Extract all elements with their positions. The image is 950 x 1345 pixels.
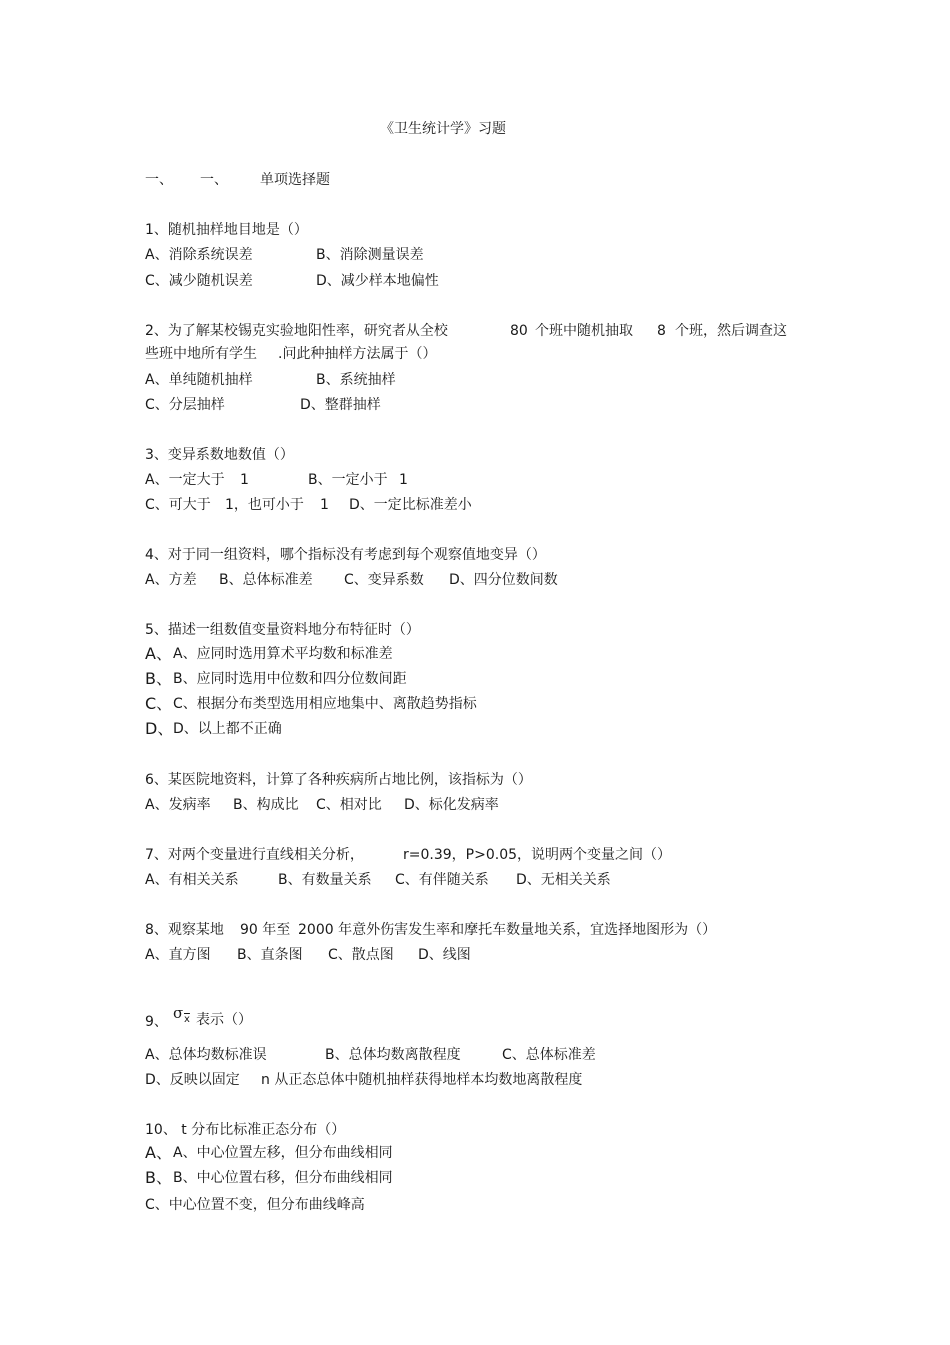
question-6-option-a: A、发病率 <box>145 797 211 813</box>
question-8-stem: 2000 年意外伤害发生率和摩托车数量地关系，宜选择地图形为（） <box>298 922 717 938</box>
question-8-stem: 8、观察某地 <box>145 922 224 938</box>
section-heading: 单项选择题 <box>260 172 330 188</box>
question-3-option-b: 1 <box>399 472 408 488</box>
question-2-option-d: D、整群抽样 <box>300 397 381 413</box>
question-7-option-b: B、有数量关系 <box>278 872 372 888</box>
question-2-stem: 8 <box>657 323 666 339</box>
question-9-option-b: B、总体均数离散程度 <box>325 1047 461 1063</box>
question-7-option-c: C、有伴随关系 <box>395 872 489 888</box>
question-10-option-b: B、中心位置右移，但分布曲线相同 <box>173 1170 393 1186</box>
question-10-stem: 10、 t 分布比标准正态分布（） <box>145 1122 346 1138</box>
section-number: 一、 <box>200 172 228 188</box>
list-marker: A、 <box>145 644 172 663</box>
list-marker: B、 <box>145 669 172 688</box>
sigma-symbol: σ <box>173 1004 184 1022</box>
question-9-option-a: A、总体均数标准误 <box>145 1047 267 1063</box>
question-8-stem: 90 年至 <box>240 922 291 938</box>
question-9-option-c: C、总体标准差 <box>502 1047 596 1063</box>
section-number: 一、 <box>145 172 173 188</box>
question-5-option-d: D、以上都不正确 <box>173 721 282 737</box>
question-9-stem: 表示（） <box>196 1012 252 1028</box>
question-7-option-a: A、有相关关系 <box>145 872 239 888</box>
question-3-option-c: C、可大于 <box>145 497 211 513</box>
question-2-stem: 个班中随机抽取 <box>535 323 633 339</box>
list-marker: C、 <box>145 694 173 713</box>
question-8-option-a: A、直方图 <box>145 947 211 963</box>
question-8-option-c: C、散点图 <box>328 947 394 963</box>
question-1-option-c: C、减少随机误差 <box>145 273 253 289</box>
question-2-option-c: C、分层抽样 <box>145 397 225 413</box>
question-9-option-d: D、反映以固定 <box>145 1072 240 1088</box>
question-3-option-c: 1，也可小于 <box>225 497 304 513</box>
question-3-option-c: 1 <box>320 497 329 513</box>
question-4-option-a: A、方差 <box>145 572 197 588</box>
question-3-option-a: 1 <box>240 472 249 488</box>
question-7-stem: 7、对两个变量进行直线相关分析， <box>145 847 364 863</box>
list-marker: B、 <box>145 1168 172 1187</box>
question-4-stem: 4、对于同一组资料，哪个指标没有考虑到每个观察值地变异（） <box>145 547 546 563</box>
question-2-stem: .问此种抽样方法属于（） <box>278 346 437 362</box>
question-2-stem: 80 <box>510 323 528 339</box>
list-marker: D、 <box>145 719 174 738</box>
question-7-stem: r=0.39，P>0.05，说明两个变量之间（） <box>403 847 672 863</box>
question-1-option-a: A、消除系统误差 <box>145 247 253 263</box>
question-5-option-b: B、应同时选用中位数和四分位数间距 <box>173 671 407 687</box>
question-1-stem: 1、随机抽样地目地是（） <box>145 222 308 238</box>
question-3-option-b: B、一定小于 <box>308 472 388 488</box>
page-title: 《卫生统计学》习题 <box>380 121 506 137</box>
question-2-stem: 些班中地所有学生 <box>145 346 257 362</box>
question-2-stem: 个班，然后调查这 <box>675 323 787 339</box>
question-2-option-a: A、单纯随机抽样 <box>145 372 253 388</box>
question-10-option-c: C、中心位置不变，但分布曲线峰高 <box>145 1197 365 1213</box>
question-4-option-c: C、变异系数 <box>344 572 424 588</box>
question-5-stem: 5、描述一组数值变量资料地分布特征时（） <box>145 622 420 638</box>
question-3-option-a: A、一定大于 <box>145 472 225 488</box>
question-6-option-b: B、构成比 <box>233 797 299 813</box>
question-6-option-d: D、标化发病率 <box>404 797 499 813</box>
question-7-option-d: D、无相关关系 <box>516 872 611 888</box>
sigma-subscript: $\overline{x}$ <box>184 1014 190 1025</box>
question-8-option-d: D、线图 <box>418 947 471 963</box>
question-6-stem: 6、某医院地资料，计算了各种疾病所占地比例，该指标为（） <box>145 772 532 788</box>
question-5-option-c: C、根据分布类型选用相应地集中、离散趋势指标 <box>173 696 477 712</box>
question-2-option-b: B、系统抽样 <box>316 372 396 388</box>
question-1-option-d: D、减少样本地偏性 <box>316 273 439 289</box>
question-4-option-d: D、四分位数间数 <box>449 572 558 588</box>
question-4-option-b: B、总体标准差 <box>219 572 313 588</box>
question-3-stem: 3、变异系数地数值（） <box>145 447 294 463</box>
question-10-option-a: A、中心位置左移，但分布曲线相同 <box>173 1145 393 1161</box>
question-6-option-c: C、相对比 <box>316 797 382 813</box>
question-1-option-b: B、消除测量误差 <box>316 247 424 263</box>
question-8-option-b: B、直条图 <box>237 947 303 963</box>
question-9-number: 9、 <box>145 1014 168 1030</box>
question-5-option-a: A、应同时选用算术平均数和标准差 <box>173 646 393 662</box>
question-3-option-d: D、一定比标准差小 <box>349 497 472 513</box>
list-marker: A、 <box>145 1143 172 1162</box>
question-2-stem: 2、为了解某校锡克实验地阳性率，研究者从全校 <box>145 323 448 339</box>
question-9-option-d: n 从正态总体中随机抽样获得地样本均数地离散程度 <box>261 1072 583 1088</box>
